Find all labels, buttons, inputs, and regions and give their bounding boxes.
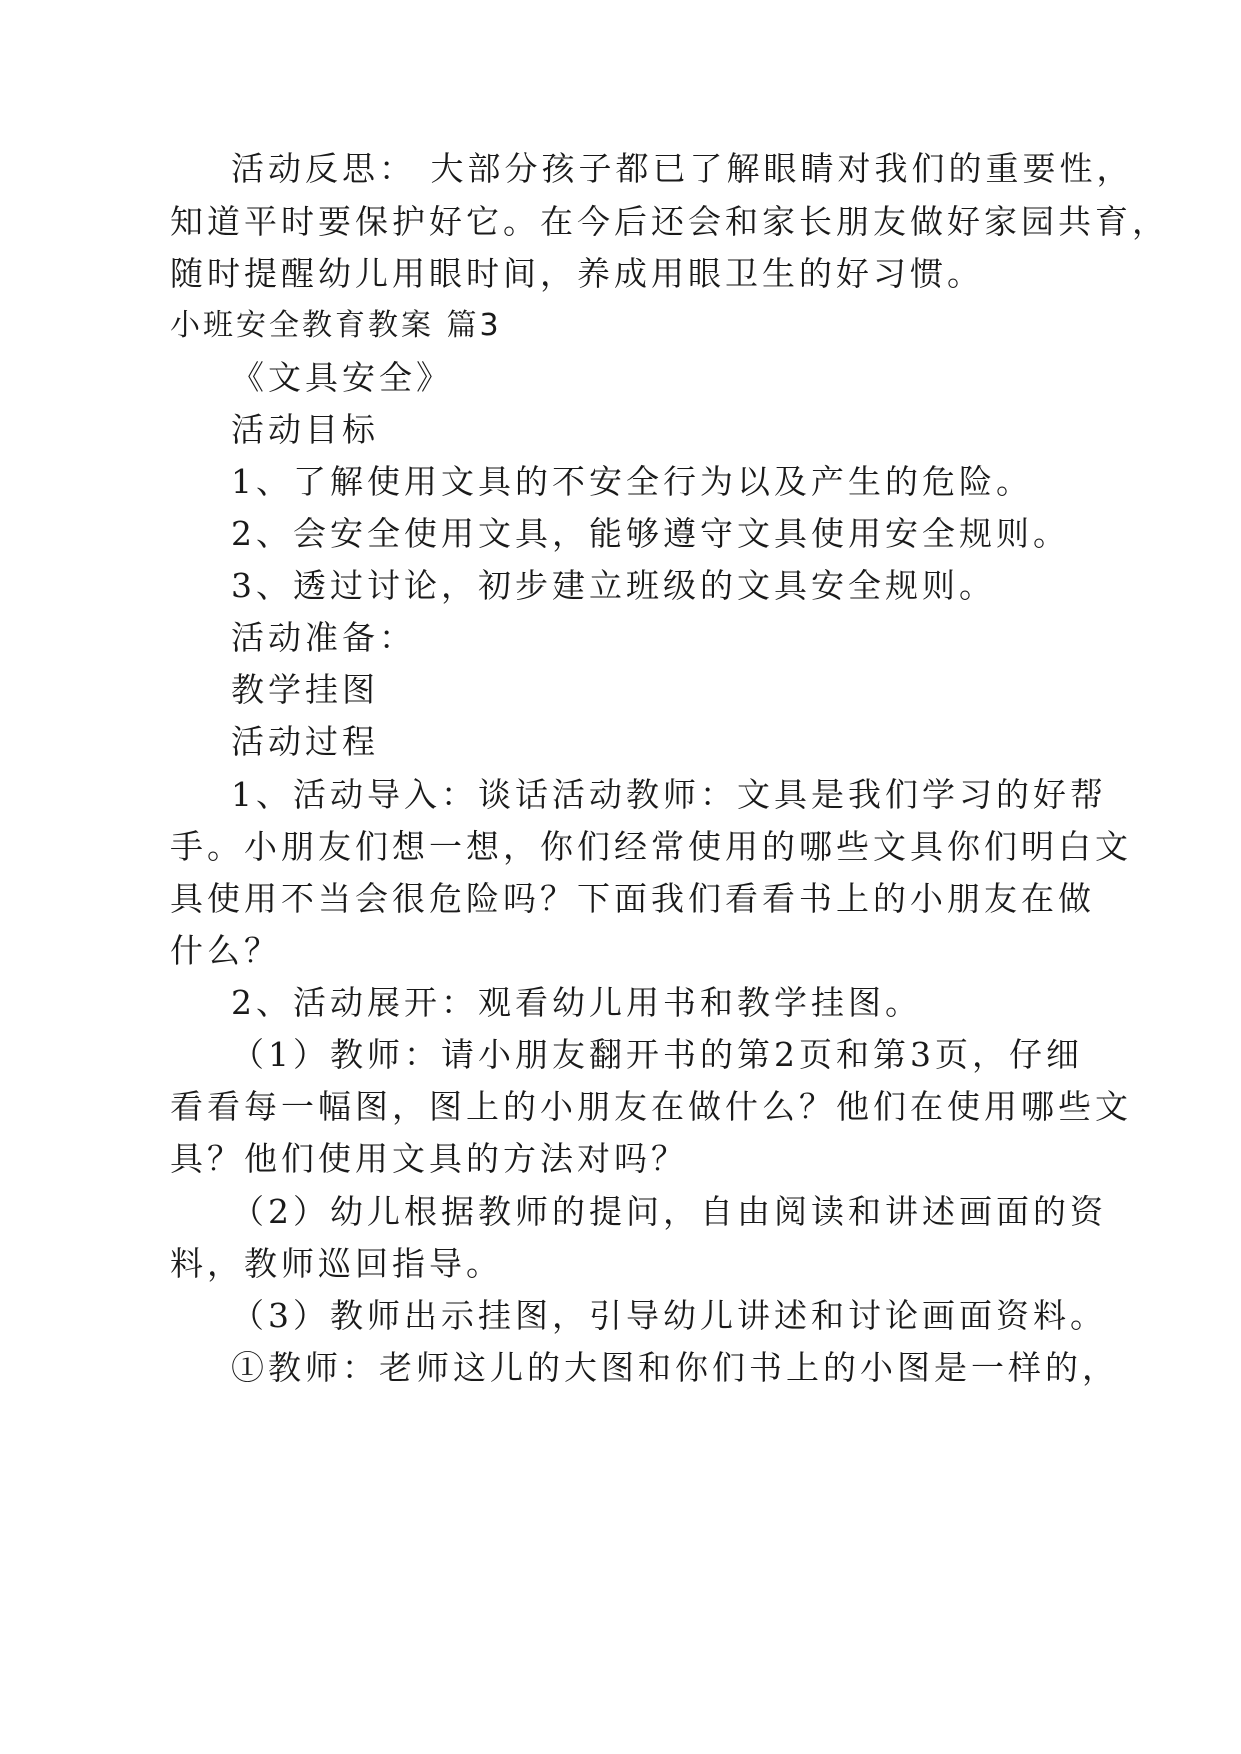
subheading: 活动过程 <box>231 722 379 761</box>
paragraph-line: 看看每一幅图，图上的小朋友在做什么？他们在使用哪些文 <box>170 1087 1132 1126</box>
paragraph-line: 教学挂图 <box>231 670 379 709</box>
paragraph-line: ①教师：老师这儿的大图和你们书上的小图是一样的， <box>231 1348 1119 1387</box>
paragraph-line: （2）幼儿根据教师的提问，自由阅读和讲述画面的资 <box>231 1192 1107 1231</box>
paragraph-line: 手。小朋友们想一想，你们经常使用的哪些文具你们明白文 <box>170 827 1132 866</box>
paragraph-line: 活动反思： 大部分孩子都已了解眼睛对我们的重要性， <box>231 149 1134 188</box>
paragraph-line: 具使用不当会很危险吗？下面我们看看书上的小朋友在做 <box>170 879 1095 918</box>
paragraph-line: 具？他们使用文具的方法对吗？ <box>170 1139 688 1178</box>
paragraph-line: 什么？ <box>170 931 281 970</box>
subheading: 活动准备： <box>231 618 416 657</box>
list-item: 2、会安全使用文具，能够遵守文具使用安全规则。 <box>231 514 1070 553</box>
activity-title: 《文具安全》 <box>231 358 453 397</box>
paragraph-line: 随时提醒幼儿用眼时间，养成用眼卫生的好习惯。 <box>170 254 984 293</box>
paragraph-line: 2、活动展开：观看幼儿用书和教学挂图。 <box>231 983 922 1022</box>
paragraph-line: 1、活动导入：谈话活动教师：文具是我们学习的好帮 <box>231 775 1107 814</box>
subheading: 活动目标 <box>231 410 379 449</box>
paragraph-line: 知道平时要保护好它。在今后还会和家长朋友做好家园共育， <box>170 202 1169 241</box>
list-item: 3、透过讨论，初步建立班级的文具安全规则。 <box>231 566 996 605</box>
paragraph-line: 料，教师巡回指导。 <box>170 1244 503 1283</box>
section-heading: 小班安全教育教案 篇3 <box>170 308 502 343</box>
paragraph-line: （1）教师：请小朋友翻开书的第2页和第3页，仔细 <box>231 1035 1083 1074</box>
paragraph-line: （3）教师出示挂图，引导幼儿讲述和讨论画面资料。 <box>231 1296 1107 1335</box>
list-item: 1、了解使用文具的不安全行为以及产生的危险。 <box>231 462 1033 501</box>
